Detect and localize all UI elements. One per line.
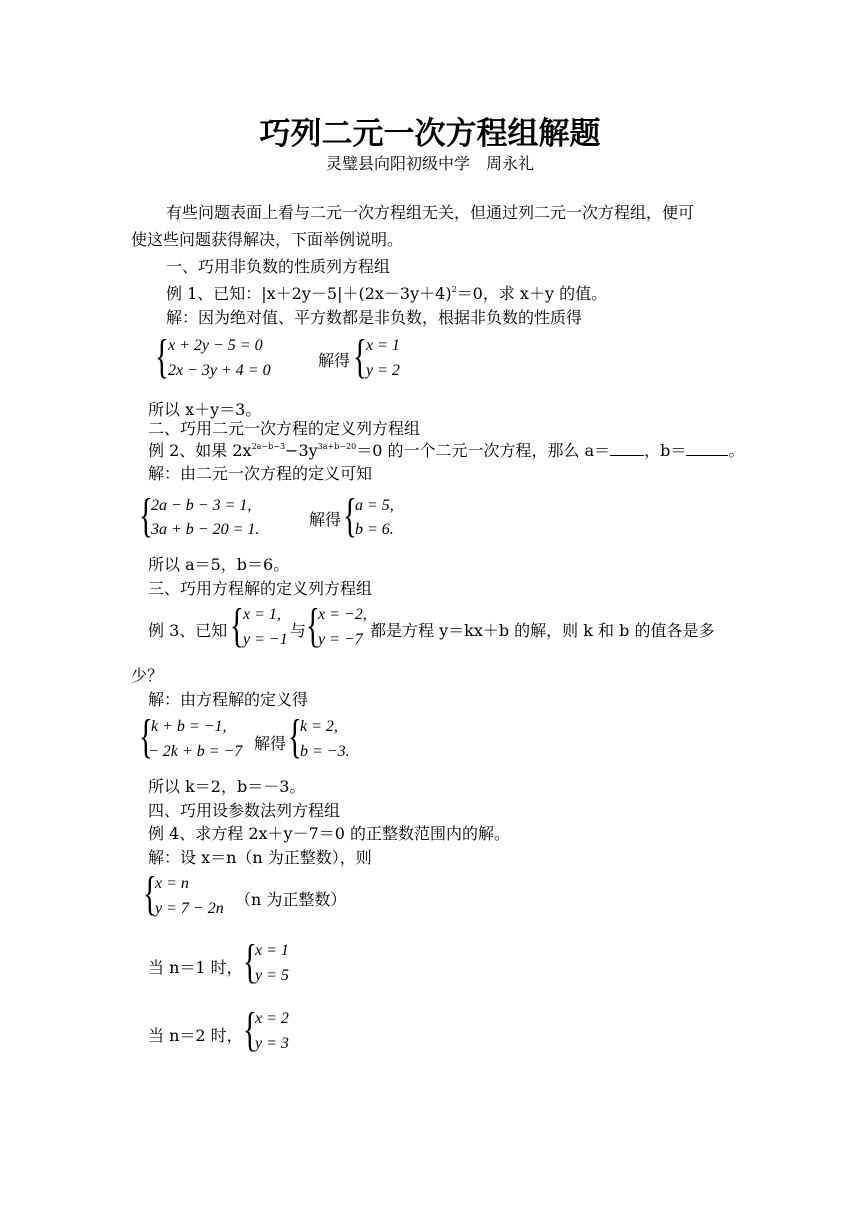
brace-icon: { <box>243 1003 257 1056</box>
section3-solution-lead: 解：由方程解的定义得 <box>148 690 309 709</box>
section1-result-eq1: x = 1 <box>366 337 400 354</box>
section3-system-eq1: k + b = −1, <box>151 718 227 735</box>
section4-example: 例 4、求方程 2x＋y－7＝0 的正整数范围内的解。 <box>148 824 511 843</box>
section3-sys2-eq2: y = −7 <box>318 631 363 648</box>
section2-conclusion: 所以 a＝5，b＝6。 <box>148 555 290 574</box>
section4-case1-label: 当 n＝1 时， <box>148 958 243 977</box>
brace-icon: { <box>343 489 357 542</box>
brace-icon: { <box>306 599 320 652</box>
section2-solve-word: 解得 <box>309 510 342 529</box>
section4-system-eq2: y = 7 − 2n <box>155 900 224 917</box>
section3-sys1-eq2: y = −1 <box>243 631 288 648</box>
section2-example: 例 2、如果 $2x^{2a-b-3}-3y^{3a+b-20}=0$ 的一个二元一次方程，那么 a＝ ，b＝ 。 <box>148 441 745 460</box>
section1-example: 例 1、已知：$|x+2y-5|+(2x-3y+4)^2=0$，求 x＋y 的值。 <box>166 284 608 303</box>
section2-system-eq1: 2a − b − 3 = 1, <box>151 497 252 514</box>
section1-solve-word: 解得 <box>318 351 351 370</box>
brace-icon: { <box>155 330 169 383</box>
section2-solution-lead: 解：由二元一次方程的定义可知 <box>148 464 373 483</box>
section3-solve-word: 解得 <box>254 734 287 753</box>
section2-system-eq2: 3a + b − 20 = 1. <box>151 521 260 538</box>
section4-case1-eq2: y = 5 <box>255 967 289 984</box>
section1-heading: 一、巧用非负数的性质列方程组 <box>166 257 391 276</box>
section2-heading: 二、巧用二元一次方程的定义列方程组 <box>148 419 421 438</box>
section3-result-eq2: b = −3. <box>300 743 350 760</box>
brace-icon: { <box>139 710 153 763</box>
section1-solution-lead: 解：因为绝对值、平方数都是非负数，根据非负数的性质得 <box>166 308 583 327</box>
intro-line-1: 有些问题表面上看与二元一次方程组无关，但通过列二元一次方程组，便可 <box>166 203 695 222</box>
section4-solution-lead: 解：设 x＝n（n 为正整数），则 <box>148 848 372 867</box>
section1-conclusion: 所以 x＋y＝3。 <box>148 400 262 419</box>
page-title: 巧列二元一次方程组解题 <box>259 116 601 152</box>
section3-sys1-eq1: x = 1, <box>243 606 281 623</box>
section3-system-eq2: − 2k + b = −7 <box>148 743 243 760</box>
brace-icon: { <box>139 489 153 542</box>
section3-heading: 三、巧用方程解的定义列方程组 <box>148 579 373 598</box>
section3-example-wrap: 少？ <box>131 666 164 685</box>
section3-example-lead: 例 3、已知 <box>148 621 228 640</box>
section1-result-eq2: y = 2 <box>366 362 400 379</box>
section2-result-eq1: a = 5, <box>355 497 394 514</box>
section4-case1-eq1: x = 1 <box>255 942 289 959</box>
section4-system-note: （n 为正整数） <box>235 890 347 909</box>
author-line: 灵璧县向阳初级中学 周永礼 <box>325 154 534 173</box>
intro-line-2: 使这些问题获得解决，下面举例说明。 <box>131 230 404 249</box>
brace-icon: { <box>143 867 157 920</box>
section4-system-eq1: x = n <box>155 875 189 892</box>
section3-connector: 与 <box>290 621 307 640</box>
brace-icon: { <box>243 935 257 988</box>
section3-sys2-eq1: x = −2, <box>318 606 367 623</box>
brace-icon: { <box>353 330 367 383</box>
section4-heading: 四、巧用设参数法列方程组 <box>148 801 341 820</box>
brace-icon: { <box>288 710 302 763</box>
section4-case2-eq1: x = 2 <box>255 1010 289 1027</box>
section3-result-eq1: k = 2, <box>300 718 338 735</box>
section3-conclusion: 所以 k＝2，b＝－3。 <box>148 777 306 796</box>
section3-example-tail: 都是方程 y＝kx＋b 的解，则 k 和 b 的值各是多 <box>370 621 715 640</box>
section1-system-eq2: 2x − 3y + 4 = 0 <box>168 362 271 379</box>
section2-result-eq2: b = 6. <box>355 521 394 538</box>
brace-icon: { <box>230 599 244 652</box>
section1-system-eq1: x + 2y − 5 = 0 <box>168 337 263 354</box>
section4-case2-label: 当 n＝2 时， <box>148 1026 243 1045</box>
section4-case2-eq2: y = 3 <box>255 1035 289 1052</box>
